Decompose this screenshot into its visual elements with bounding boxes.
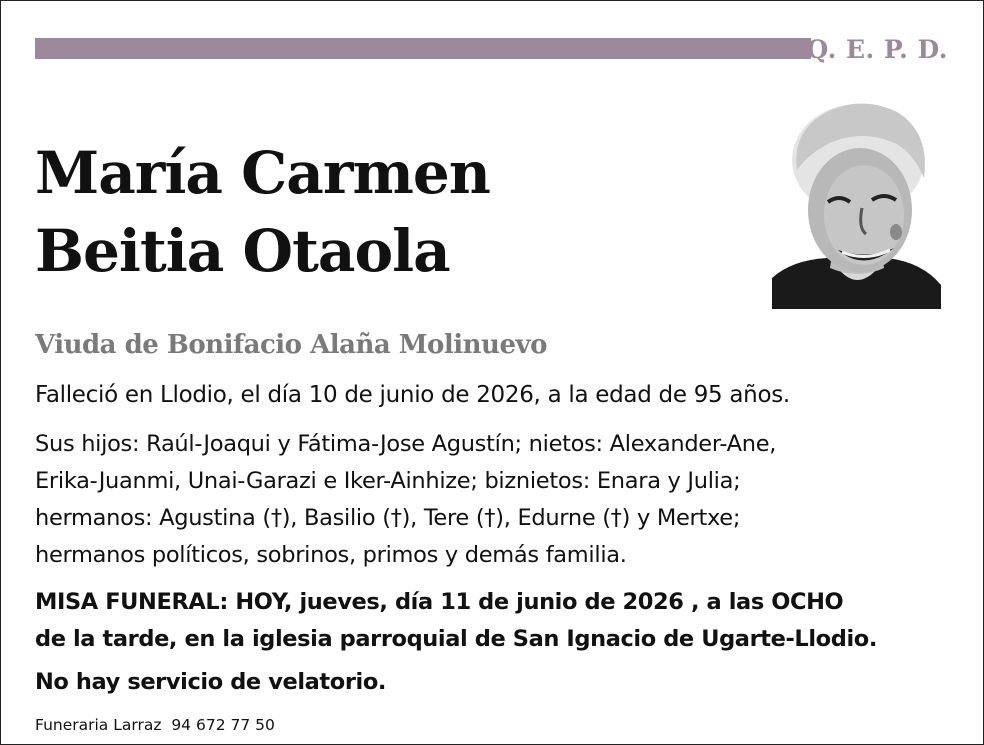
family-list: [35, 426, 776, 574]
qepd-label: Q. E. P. D.: [806, 35, 948, 64]
widow-of: Viuda de Bonifacio Alaña Molinuevo: [35, 330, 547, 360]
header-bar: [35, 38, 811, 59]
deceased-name: [35, 134, 490, 290]
funeral-home-contact: Funeraria Larraz 94 672 77 50: [35, 716, 275, 734]
portrait-photo-icon: [772, 100, 941, 309]
death-notice: Falleció en Llodio, el día 10 de junio de 2026, a la edad de 95 años.: [35, 382, 790, 408]
family-line: hermanos políticos, sobrinos, primos y demás familia.: [35, 542, 627, 568]
family-line: Sus hijos: Raúl-Joaqui y Fátima-Jose Agustín; nietos: Alexander-Ane,: [35, 431, 777, 457]
family-line: Erika-Juanmi, Unai-Garazi e Iker-Ainhize; biznietos: Enara y Julia;: [35, 468, 741, 494]
portrait-photo: [772, 100, 941, 309]
mass-line: de la tarde, en la iglesia parroquial de San Ignacio de Ugarte-Llodio.: [35, 626, 877, 652]
funeral-mass: [35, 584, 877, 658]
mass-line: MISA FUNERAL: HOY, jueves, día 11 de junio de 2026 , a las OCHO: [35, 589, 844, 615]
name-line-2: Beitia Otaola: [35, 217, 450, 285]
no-vigil-notice: No hay servicio de velatorio.: [35, 669, 387, 695]
name-line-1: María Carmen: [35, 139, 490, 207]
family-line: hermanos: Agustina (†), Basilio (†), Tere (†), Edurne (†) y Mertxe;: [35, 505, 741, 531]
